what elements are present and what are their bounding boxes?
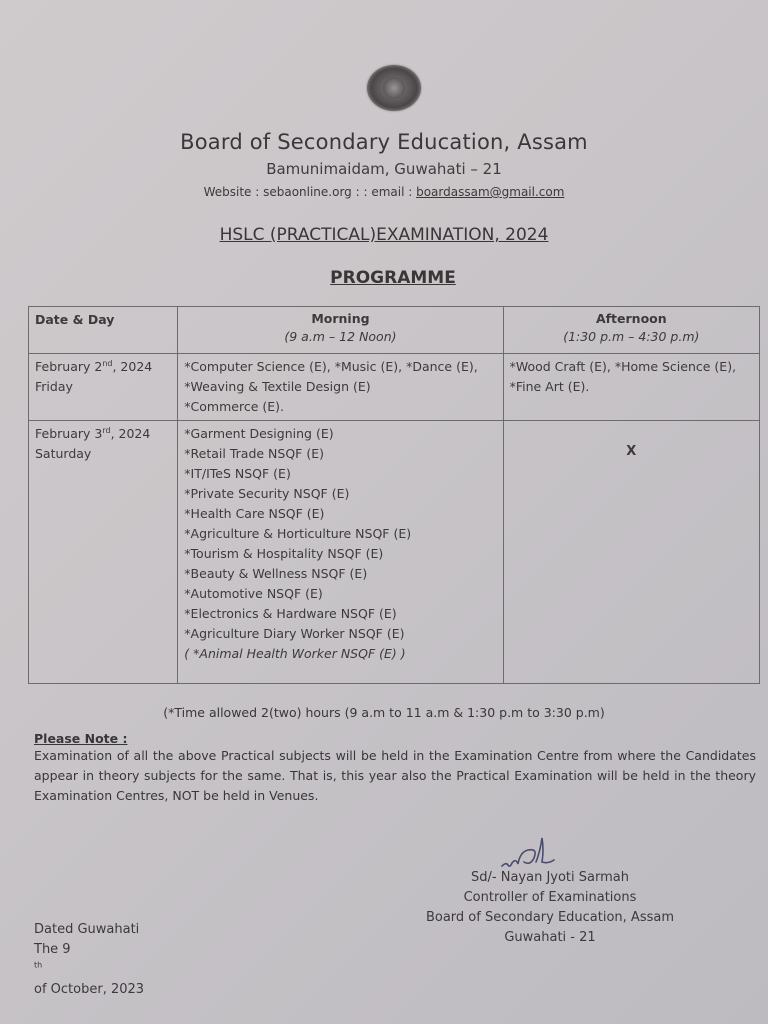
row-date <box>35 357 171 377</box>
subject-item: *Weaving & Textile Design (E) <box>184 379 371 394</box>
subject-item: *Health Care NSQF (E) <box>184 506 325 521</box>
row-date <box>35 424 171 444</box>
signatory-block <box>400 868 700 948</box>
website-text: Website : sebaonline.org : : email : <box>203 185 417 199</box>
row-day: Friday <box>35 379 73 394</box>
header-date-label: Date & Day <box>35 312 115 327</box>
header-date-day <box>29 307 178 354</box>
header-morning-label: Morning <box>311 311 370 326</box>
date-year: , 2024 <box>110 426 151 441</box>
subject-item: *Agriculture & Horticulture NSQF (E) <box>184 526 412 541</box>
board-contact <box>0 185 768 199</box>
subject-item: *Retail Trade NSQF (E) <box>184 446 324 461</box>
subject-item: *Computer Science (E), *Music (E), *Dance (E), <box>184 359 478 374</box>
signature-icon <box>498 832 558 872</box>
subject-item: *Fine Art (E). <box>509 379 590 394</box>
dated-block <box>34 920 144 1000</box>
subject-item: *Wood Craft (E), *Home Science (E), <box>509 359 737 374</box>
board-address: Bamunimaidam, Guwahati – 21 <box>266 160 502 178</box>
subject-item: *Private Security NSQF (E) <box>184 486 350 501</box>
row-day: Saturday <box>35 446 92 461</box>
signatory-name: Sd/- Nayan Jyoti Sarmah <box>471 870 629 885</box>
dated-date <box>34 940 144 1000</box>
subject-item: *Tourism & Hospitality NSQF (E) <box>184 546 384 561</box>
please-note-heading: Please Note : <box>34 731 128 746</box>
seal-emblem <box>381 76 407 100</box>
dated-month-year: of October, 2023 <box>34 982 145 997</box>
dated-day: The 9 <box>34 942 71 957</box>
board-seal-icon <box>367 65 421 111</box>
date-text: February 2 <box>35 359 103 374</box>
exam-title: HSLC (PRACTICAL)EXAMINATION, 2024 <box>219 225 549 245</box>
email-link[interactable]: boardassam@gmail.com <box>416 185 565 199</box>
header-afternoon-label: Afternoon <box>595 311 667 326</box>
date-suffix: nd <box>102 358 113 368</box>
row-date-cell <box>29 421 178 684</box>
subject-item: *Beauty & Wellness NSQF (E) <box>184 566 368 581</box>
table-row <box>29 421 760 684</box>
schedule-table <box>28 306 760 684</box>
subject-item: *Agriculture Diary Worker NSQF (E) <box>184 626 405 641</box>
row-afternoon-cell <box>503 354 759 421</box>
row-morning-cell <box>178 421 503 684</box>
table-row <box>29 354 760 421</box>
date-suffix: rd <box>102 425 111 435</box>
please-note-body: Examination of all the above Practical subjects will be held in the Examination Centre from where the Candidates appear in theory subjects for the same. That is, this year also the Practical Examination will be held in the theory Examination Centres, NOT be held in Venues. <box>34 748 756 803</box>
board-title: Board of Secondary Education, Assam <box>180 130 588 154</box>
row-afternoon-cell <box>503 421 759 684</box>
date-year: , 2024 <box>112 359 153 374</box>
table-header-row <box>29 307 760 354</box>
date-text: February 3 <box>35 426 103 441</box>
header-afternoon <box>503 307 759 354</box>
dated-day-suffix: th <box>34 960 43 970</box>
subject-item: *Automotive NSQF (E) <box>184 586 323 601</box>
row-date-cell <box>29 354 178 421</box>
subject-item: *Electronics & Hardware NSQF (E) <box>184 606 397 621</box>
header-afternoon-time: (1:30 p.m – 4:30 p.m) <box>563 329 700 344</box>
subject-item: *IT/ITeS NSQF (E) <box>184 466 291 481</box>
row-morning-cell <box>178 354 503 421</box>
programme-heading: PROGRAMME <box>330 268 456 288</box>
dated-place: Dated Guwahati <box>34 922 140 937</box>
time-allowed-note: (*Time allowed 2(two) hours (9 a.m to 11 a.m & 1:30 p.m to 3:30 p.m) <box>163 705 605 720</box>
subject-item: *Garment Designing (E) <box>184 426 334 441</box>
signatory-organization: Board of Secondary Education, Assam <box>425 910 675 925</box>
subject-item: *Commerce (E). <box>184 399 284 414</box>
header-morning-time: (9 a.m – 12 Noon) <box>284 329 397 344</box>
header-morning <box>178 307 503 354</box>
subject-item: ( *Animal Health Worker NSQF (E) ) <box>184 646 406 661</box>
signatory-designation: Controller of Examinations <box>463 890 637 905</box>
signatory-location: Guwahati - 21 <box>504 930 596 945</box>
no-exam-mark: X <box>626 444 637 459</box>
